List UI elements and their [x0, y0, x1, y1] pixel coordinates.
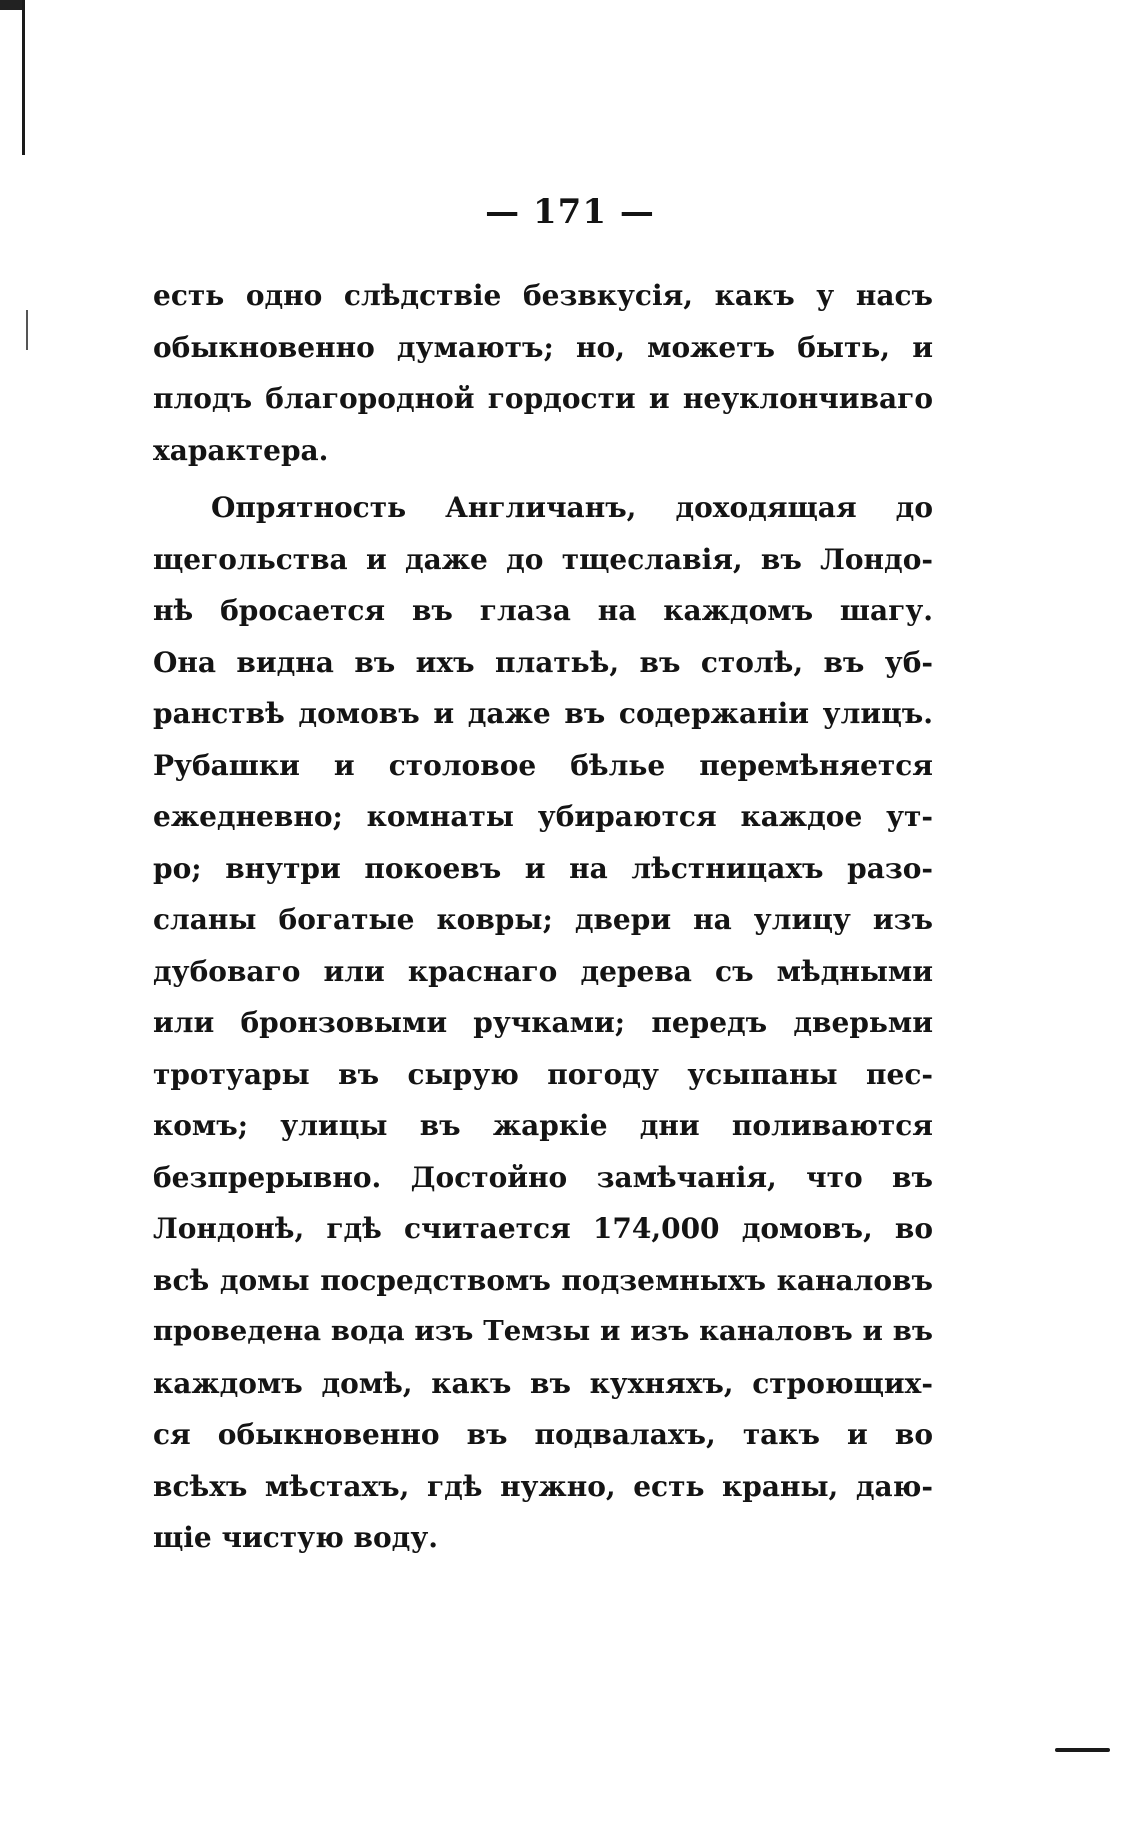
text-line: есть одно слѣдствіе безвкусія, какъ у насъ [153, 279, 933, 312]
scan-edge-mark [1055, 1748, 1110, 1752]
text-line: нѣ бросается въ глаза на каждомъ шагу. [153, 594, 933, 627]
text-line: безпрерывно. Достойно замѣчанія, что въ [153, 1160, 933, 1194]
text-line: характера. [153, 433, 329, 467]
text-line: щіе чистую воду. [153, 1521, 439, 1554]
scan-edge-line [26, 310, 28, 350]
text-line: Лондонѣ, гдѣ считается 174,000 домовъ, во [153, 1212, 933, 1245]
text-line: ся обыкновенно въ подвалахъ, такъ и во [153, 1418, 933, 1451]
text-line: Она видна въ ихъ платьѣ, въ столѣ, въ уб- [153, 645, 933, 679]
text-line: сланы богатые ковры; двери на улицу изъ [153, 903, 933, 936]
paragraph [153, 482, 933, 1564]
page-number-header: — 171 — [485, 192, 655, 232]
text-line: Опрятность Англичанъ, доходящая до [211, 491, 933, 524]
text-line: тротуары въ сырую погоду усыпаны пес- [153, 1057, 933, 1091]
text-line: всѣ домы посредствомъ подземныхъ каналовъ [153, 1263, 933, 1297]
text-line: каждомъ домѣ, какъ въ кухняхъ, строющих- [153, 1366, 933, 1400]
body-text [153, 270, 933, 1564]
text-line: всѣхъ мѣстахъ, гдѣ нужно, есть краны, даю- [153, 1469, 933, 1503]
text-line: плодъ благородной гордости и неуклончиваго [153, 382, 933, 415]
text-line: ежедневно; комнаты убираются каждое ут- [153, 800, 933, 833]
text-line: или бронзовыми ручками; передъ дверьми [153, 1006, 933, 1039]
paragraph [153, 270, 933, 476]
scan-edge-mark [0, 0, 22, 10]
text-line: ро; внутри покоевъ и на лѣстницахъ разо- [153, 851, 933, 885]
text-line: обыкновенно думаютъ; но, можетъ быть, и [153, 330, 933, 364]
text-line: щегольства и даже до тщеславія, въ Лондо- [153, 542, 933, 576]
text-line: Рубашки и столовое бѣлье перемѣняется [153, 748, 933, 782]
text-line: ранствѣ домовъ и даже въ содержаніи улицъ. [153, 697, 933, 730]
scan-edge-line [22, 0, 25, 155]
text-line: проведена вода изъ Темзы и изъ каналовъ и въ [153, 1315, 933, 1347]
text-line: комъ; улицы въ жаркіе дни поливаются [153, 1109, 933, 1142]
text-line: дубоваго или краснаго дерева съ мѣдными [153, 954, 933, 988]
